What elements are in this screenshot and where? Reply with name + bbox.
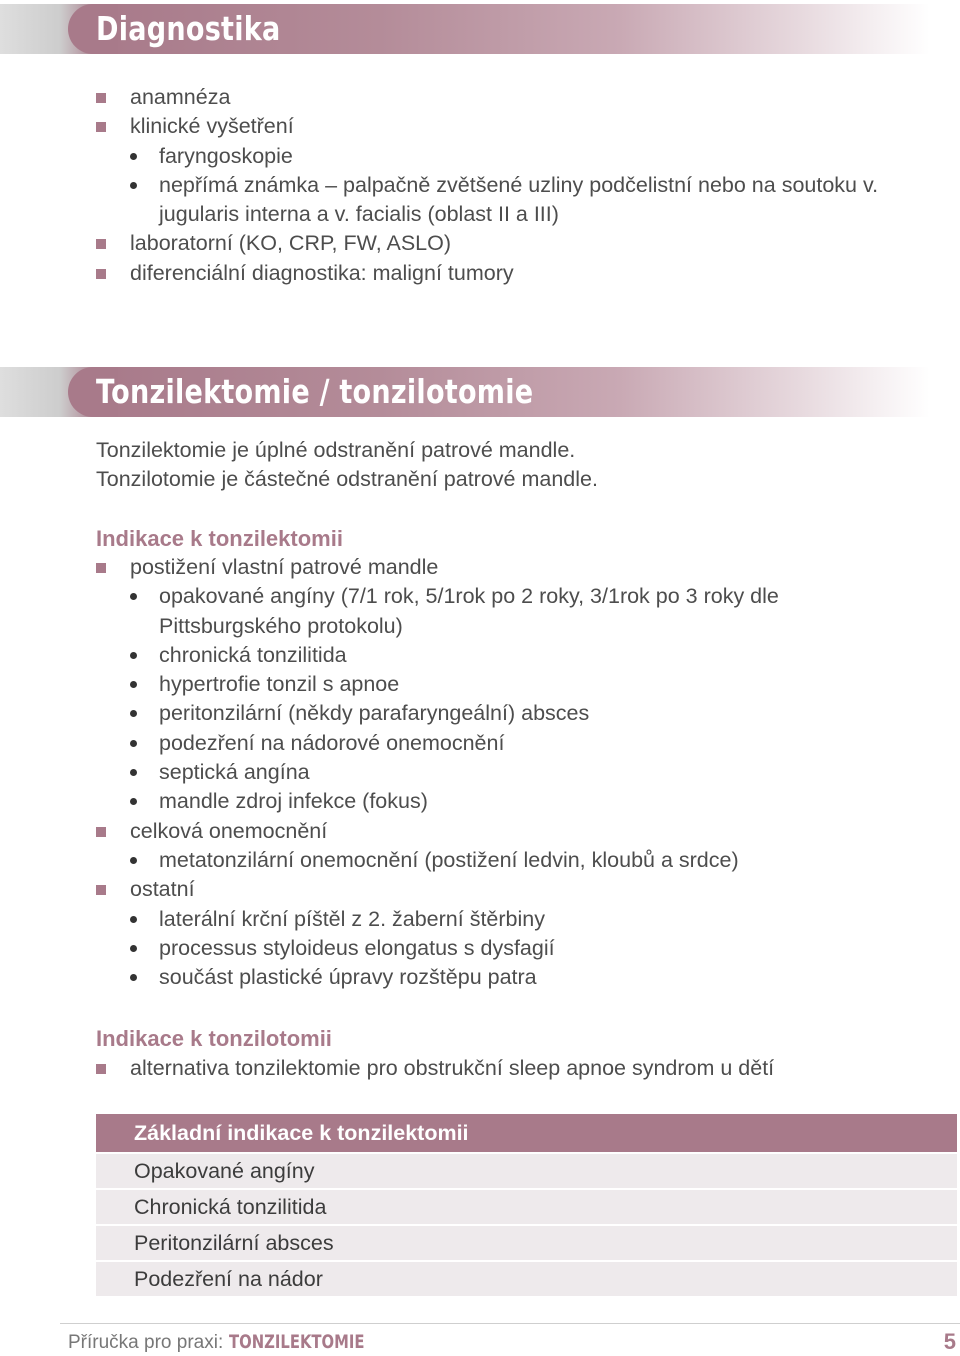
round-bullet-icon <box>130 652 137 659</box>
round-bullet-icon <box>130 945 137 952</box>
footer-divider <box>60 1323 960 1324</box>
intro-line-tonzilektomie: Tonzilektomie je úplné odstranění patrové mandle. <box>96 438 576 462</box>
list-subitem: součást plastické úpravy rozštěpu patra <box>0 963 960 992</box>
round-bullet-icon <box>130 857 137 864</box>
round-bullet-icon <box>130 798 137 805</box>
subheading-indikace-tonzilotomii: Indikace k tonzilotomii <box>96 1026 332 1051</box>
list-subitem: processus styloideus elongatus s dysfagií <box>0 934 960 963</box>
intro-paragraph <box>96 436 598 495</box>
footer-publication: Příručka pro praxi: <box>68 1332 224 1353</box>
section-title-tonzilektomie: Tonzilektomie / tonzilotomie <box>96 372 534 411</box>
list-item: anamnéza <box>0 83 960 112</box>
square-bullet-icon <box>96 93 106 103</box>
section-banner-diagnostika <box>0 4 930 54</box>
list-subitem: podezření na nádorové onemocnění <box>0 729 960 758</box>
round-bullet-icon <box>130 769 137 776</box>
list-item: klinické vyšetření <box>0 112 960 141</box>
list-subitem: nepřímá známka – palpačně zvětšené uzliny podčelistní nebo na soutoku v. jugularis interna a v. facialis (oblast II a III) <box>0 171 960 230</box>
list-subitem: laterální krční píštěl z 2. žaberní štěrbiny <box>0 905 960 934</box>
round-bullet-icon <box>130 974 137 981</box>
list-subitem: septická angína <box>0 758 960 787</box>
subheading-indikace-tonzilektomii: Indikace k tonzilektomii <box>96 526 343 551</box>
footer-label <box>68 1331 402 1354</box>
footer-topic: TONZILEKTOMIE <box>228 1331 365 1353</box>
section-banner-tonzilektomie <box>0 367 930 417</box>
round-bullet-icon <box>130 681 137 688</box>
table-row: Chronická tonzilitida <box>96 1190 957 1224</box>
list-subitem: metatonzilární onemocnění (postižení ledvin, kloubů a srdce) <box>0 846 960 875</box>
list-subitem: faryngoskopie <box>0 142 960 171</box>
list-item: alternativa tonzilektomie pro obstrukční sleep apnoe syndrom u dětí <box>0 1054 960 1083</box>
square-bullet-icon <box>96 563 106 573</box>
indikace-tonzilotomii-list <box>0 1054 960 1083</box>
round-bullet-icon <box>130 182 137 189</box>
list-item: postižení vlastní patrové mandle <box>0 553 960 582</box>
round-bullet-icon <box>130 593 137 600</box>
list-item: ostatní <box>0 875 960 904</box>
section-title-diagnostika: Diagnostika <box>96 9 281 48</box>
intro-line-tonzilotomie: Tonzilotomie je částečné odstranění patrové mandle. <box>96 467 598 492</box>
square-bullet-icon <box>96 1064 106 1074</box>
list-item: diferenciální diagnostika: maligní tumory <box>0 259 960 288</box>
table-row: Opakované angíny <box>96 1154 957 1188</box>
list-item: celková onemocnění <box>0 817 960 846</box>
round-bullet-icon <box>130 916 137 923</box>
list-subitem: mandle zdroj infekce (fokus) <box>0 787 960 816</box>
table-header: Základní indikace k tonzilektomii <box>96 1114 957 1152</box>
indications-table <box>96 1114 957 1296</box>
list-item: laboratorní (KO, CRP, FW, ASLO) <box>0 229 960 258</box>
square-bullet-icon <box>96 827 106 837</box>
square-bullet-icon <box>96 239 106 249</box>
round-bullet-icon <box>130 740 137 747</box>
table-row: Peritonzilární absces <box>96 1226 957 1260</box>
page-number: 5 <box>943 1329 956 1354</box>
square-bullet-icon <box>96 885 106 895</box>
diagnostika-list <box>0 83 960 288</box>
square-bullet-icon <box>96 269 106 279</box>
list-subitem: chronická tonzilitida <box>0 641 960 670</box>
list-subitem: peritonzilární (někdy parafaryngeální) absces <box>0 699 960 728</box>
round-bullet-icon <box>130 153 137 160</box>
indikace-tonzilektomii-list <box>0 553 960 992</box>
square-bullet-icon <box>96 122 106 132</box>
list-subitem: opakované angíny (7/1 rok, 5/1rok po 2 roky, 3/1rok po 3 roky dle Pittsburgského protokolu) <box>0 582 960 641</box>
table-row: Podezření na nádor <box>96 1262 957 1296</box>
list-subitem: hypertrofie tonzil s apnoe <box>0 670 960 699</box>
round-bullet-icon <box>130 710 137 717</box>
